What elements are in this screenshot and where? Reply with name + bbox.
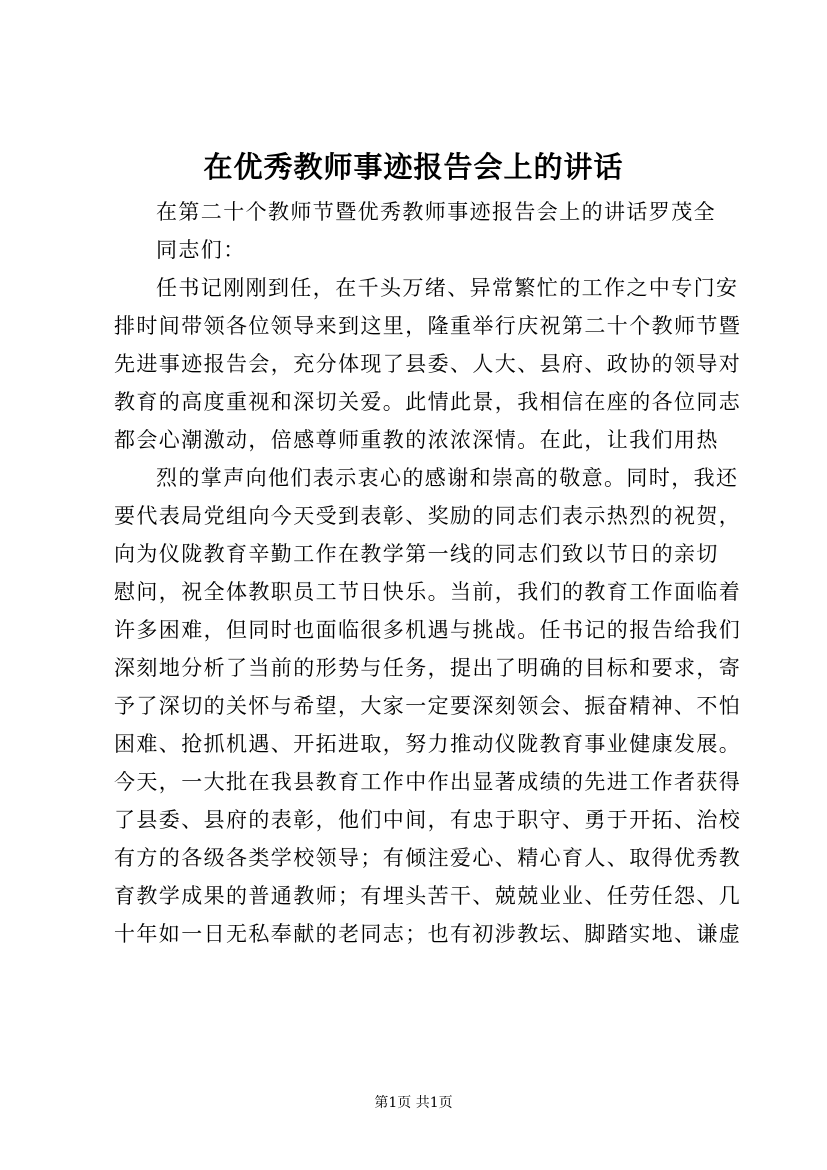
body-line: 同志们： [156,238,246,262]
document-body [114,193,742,953]
body-line: 了县委、县府的表彰，他们中间，有忠于职守、勇于开拓、治校 [114,808,742,832]
body-line: 十年如一日无私奉献的老同志；也有初涉教坛、脚踏实地、谦虚 [114,922,742,946]
body-line: 今天，一大批在我县教育工作中作出显著成绩的先进工作者获得 [114,770,742,794]
body-line: 烈的掌声向他们表示衷心的感谢和崇高的敬意。同时，我还 [156,466,739,490]
body-line: 任书记刚刚到任，在千头万绪、异常繁忙的工作之中专门安 [156,276,739,300]
page-footer: 第1页 共1页 [374,1095,453,1111]
body-line: 排时间带领各位领导来到这里，隆重举行庆祝第二十个教师节暨 [114,314,742,338]
body-line: 教育的高度重视和深切关爱。此情此景，我相信在座的各位同志 [114,390,742,414]
body-line: 有方的各级各类学校领导；有倾注爱心、精心育人、取得优秀教 [114,846,742,870]
body-line: 要代表局党组向今天受到表彰、奖励的同志们表示热烈的祝贺， [114,504,742,528]
body-line: 都会心潮激动，倍感尊师重教的浓浓深情。在此，让我们用热 [114,428,719,452]
body-line: 深刻地分析了当前的形势与任务，提出了明确的目标和要求，寄 [114,656,742,680]
body-line: 许多困难，但同时也面临很多机遇与挑战。任书记的报告给我们 [114,618,742,642]
body-line: 在第二十个教师节暨优秀教师事迹报告会上的讲话罗茂全 [156,200,716,224]
body-line: 先进事迹报告会，充分体现了县委、人大、县府、政协的领导对 [114,352,742,376]
body-line: 育教学成果的普通教师；有埋头苦干、兢兢业业、任劳任怨、几 [114,884,742,908]
body-line: 慰问，祝全体教职员工节日快乐。当前，我们的教育工作面临着 [114,580,742,604]
body-line: 予了深切的关怀与希望，大家一定要深刻领会、振奋精神、不怕 [114,694,742,718]
body-line: 困难、抢抓机遇、开拓进取，努力推动仪陇教育事业健康发展。 [114,732,742,756]
body-line: 向为仪陇教育辛勤工作在教学第一线的同志们致以节日的亲切 [114,542,719,566]
page-title: 在优秀教师事迹报告会上的讲话 [203,150,624,184]
